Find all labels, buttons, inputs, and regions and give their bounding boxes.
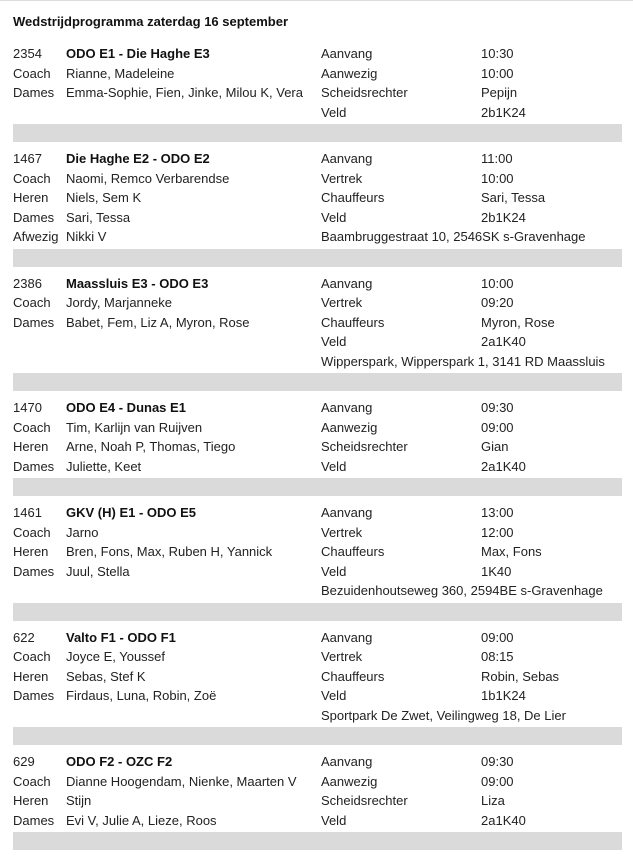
row-field-value: 2a1K40	[481, 812, 526, 828]
row-value: Sari, Tessa	[66, 209, 131, 225]
row-value: Dianne Hoogendam, Nienke, Maarten V	[66, 773, 297, 789]
page-title: Wedstrijdprogramma zaterdag 16 september	[13, 14, 289, 29]
match-detail-row	[0, 227, 633, 247]
row-field-value: 09:30	[481, 400, 514, 415]
row-field-label: Veld	[321, 563, 347, 579]
match-detail-row	[0, 313, 633, 333]
match-detail-row	[0, 332, 633, 352]
row-label: Afwezig	[13, 229, 59, 244]
row-field-label: Aanvang	[321, 754, 373, 769]
row-value: Juul, Stella	[66, 563, 130, 579]
row-field-label: Aanvang	[321, 151, 373, 166]
match-number: 629	[13, 754, 35, 769]
match-header-row	[0, 274, 633, 294]
row-field-label: Wipperspark, Wipperspark 1, 3141 RD Maassluis	[321, 353, 605, 369]
match-detail-row	[0, 647, 633, 667]
row-field-label: Vertrek	[321, 295, 363, 310]
row-field-value: Robin, Sebas	[481, 668, 560, 684]
match-gap	[0, 142, 633, 149]
row-value: Rianne, Madeleine	[66, 65, 175, 81]
row-field-value: 12:00	[481, 524, 514, 540]
row-label: Coach	[13, 649, 51, 664]
match-separator	[13, 727, 622, 745]
row-value: Jarno	[66, 524, 99, 540]
match-block	[0, 503, 633, 628]
row-field-value: 08:15	[481, 649, 514, 664]
top-divider	[0, 0, 633, 1]
match-gap	[0, 850, 633, 857]
match-detail-row	[0, 418, 633, 438]
match-teams: Maassluis E3 - ODO E3	[66, 275, 209, 291]
row-field-label: Vertrek	[321, 649, 363, 664]
row-field-value: 1b1K24	[481, 688, 526, 703]
match-block	[0, 274, 633, 399]
row-label: Heren	[13, 544, 49, 559]
match-teams: Valto F1 - ODO F1	[66, 629, 176, 645]
row-value: Juliette, Keet	[66, 458, 142, 474]
row-value: Tim, Karlijn van Ruijven	[66, 419, 203, 435]
row-value: Jordy, Marjanneke	[66, 295, 172, 310]
match-header-row	[0, 503, 633, 523]
row-field-value: 10:00	[481, 275, 514, 291]
row-field-label: Vertrek	[321, 524, 363, 540]
row-value: Evi V, Julie A, Lieze, Roos	[66, 812, 217, 828]
row-field-label: Chauffeurs	[321, 314, 385, 330]
row-field-label: Aanvang	[321, 505, 373, 520]
row-label: Dames	[13, 314, 55, 330]
row-field-label: Veld	[321, 458, 347, 474]
row-field-value: 09:00	[481, 629, 514, 645]
match-separator	[13, 478, 622, 496]
match-number: 2386	[13, 275, 42, 291]
row-field-label: Aanwezig	[321, 65, 378, 81]
match-gap	[0, 621, 633, 628]
row-field-label: Chauffeurs	[321, 668, 385, 684]
row-label: Coach	[13, 170, 51, 186]
row-field-label: Bezuidenhoutseweg 360, 2594BE s-Gravenhage	[321, 583, 603, 598]
match-teams: GKV (H) E1 - ODO E5	[66, 505, 197, 520]
row-label: Heren	[13, 668, 49, 684]
row-field-label: Aanvang	[321, 46, 373, 61]
match-detail-row	[0, 706, 633, 726]
row-field-value: Sari, Tessa	[481, 190, 546, 205]
row-field-label: Veld	[321, 812, 347, 828]
match-block	[0, 44, 633, 149]
row-value: Arne, Noah P, Thomas, Tiego	[66, 439, 236, 454]
row-field-value: 11:00	[481, 151, 513, 166]
row-value: Nikki V	[66, 229, 107, 244]
row-field-label: Scheidsrechter	[321, 439, 408, 454]
row-value: Bren, Fons, Max, Ruben H, Yannick	[66, 544, 273, 559]
match-number: 1470	[13, 400, 42, 415]
match-detail-row	[0, 64, 633, 84]
row-field-value: 10:30	[481, 46, 514, 61]
match-detail-row	[0, 811, 633, 831]
match-detail-row	[0, 791, 633, 811]
row-field-label: Aanvang	[321, 275, 373, 291]
row-label: Coach	[13, 524, 51, 540]
row-label: Dames	[13, 563, 55, 579]
match-gap	[0, 267, 633, 274]
row-field-value: Gian	[481, 439, 509, 454]
row-label: Coach	[13, 419, 51, 435]
row-label: Coach	[13, 65, 51, 81]
row-label: Dames	[13, 85, 55, 100]
row-label: Dames	[13, 812, 55, 828]
row-label: Heren	[13, 793, 49, 808]
row-field-label: Chauffeurs	[321, 544, 385, 559]
match-block	[0, 628, 633, 753]
row-field-label: Aanvang	[321, 629, 373, 645]
row-field-value: Max, Fons	[481, 544, 542, 559]
match-header-row	[0, 44, 633, 64]
match-separator	[13, 832, 622, 850]
match-block	[0, 398, 633, 503]
match-detail-row	[0, 523, 633, 543]
row-field-value: 2b1K24	[481, 209, 526, 225]
row-field-value: 10:00	[481, 170, 514, 186]
row-field-value: Myron, Rose	[481, 314, 555, 330]
match-detail-row	[0, 208, 633, 228]
row-field-value: 09:20	[481, 295, 514, 310]
match-teams: ODO F2 - OZC F2	[66, 754, 173, 769]
match-teams: ODO E4 - Dunas E1	[66, 400, 186, 415]
match-separator	[13, 373, 622, 391]
row-field-label: Aanwezig	[321, 773, 378, 789]
match-detail-row	[0, 581, 633, 601]
row-field-label: Veld	[321, 688, 347, 703]
match-list	[0, 44, 633, 857]
row-value: Firdaus, Luna, Robin, Zoë	[66, 688, 217, 703]
match-block	[0, 149, 633, 274]
row-label: Coach	[13, 295, 51, 310]
row-value: Babet, Fem, Liz A, Myron, Rose	[66, 314, 250, 330]
row-value: Stijn	[66, 793, 92, 808]
match-separator	[13, 249, 622, 267]
match-header-row	[0, 398, 633, 418]
row-field-label: Chauffeurs	[321, 190, 385, 205]
row-field-value: Liza	[481, 793, 505, 808]
row-field-value: 13:00	[481, 505, 514, 520]
row-field-label: Aanvang	[321, 400, 373, 415]
match-header-row	[0, 752, 633, 772]
row-label: Dames	[13, 458, 55, 474]
match-detail-row	[0, 437, 633, 457]
match-gap	[0, 496, 633, 503]
row-label: Heren	[13, 190, 49, 205]
match-detail-row	[0, 686, 633, 706]
match-detail-row	[0, 352, 633, 372]
match-gap	[0, 745, 633, 752]
match-detail-row	[0, 169, 633, 189]
match-number: 1461	[13, 505, 42, 520]
row-label: Dames	[13, 209, 55, 225]
match-number: 2354	[13, 46, 42, 61]
row-label: Coach	[13, 773, 51, 789]
row-value: Emma-Sophie, Fien, Jinke, Milou K, Vera	[66, 85, 303, 100]
row-field-label: Vertrek	[321, 170, 363, 186]
row-label: Heren	[13, 439, 49, 454]
row-field-label: Veld	[321, 209, 347, 225]
match-detail-row	[0, 562, 633, 582]
row-field-value: 1K40	[481, 563, 512, 579]
match-teams: ODO E1 - Die Haghe E3	[66, 46, 210, 61]
row-field-value: 10:00	[481, 65, 514, 81]
row-field-value: 2a1K40	[481, 458, 526, 474]
row-field-label: Scheidsrechter	[321, 793, 408, 808]
row-field-value: 09:30	[481, 754, 514, 769]
row-field-value: 2b1K24	[481, 104, 526, 120]
row-label: Dames	[13, 688, 55, 703]
match-number: 622	[13, 629, 35, 645]
match-detail-row	[0, 83, 633, 103]
match-teams: Die Haghe E2 - ODO E2	[66, 151, 210, 166]
match-block	[0, 752, 633, 857]
row-field-label: Scheidsrechter	[321, 85, 408, 100]
row-field-value: 09:00	[481, 773, 514, 789]
match-detail-row	[0, 542, 633, 562]
match-gap	[0, 391, 633, 398]
match-detail-row	[0, 103, 633, 123]
match-header-row	[0, 628, 633, 648]
match-detail-row	[0, 772, 633, 792]
row-field-label: Veld	[321, 334, 347, 349]
match-separator	[13, 603, 622, 621]
match-separator	[13, 124, 622, 142]
row-field-value: Pepijn	[481, 85, 518, 100]
row-field-value: 2a1K40	[481, 334, 526, 349]
row-value: Joyce E, Youssef	[66, 649, 166, 664]
row-field-label: Veld	[321, 104, 347, 120]
row-field-value: 09:00	[481, 419, 514, 435]
row-value: Sebas, Stef K	[66, 668, 146, 684]
match-detail-row	[0, 667, 633, 687]
row-value: Naomi, Remco Verbarendse	[66, 170, 230, 186]
match-detail-row	[0, 188, 633, 208]
match-detail-row	[0, 457, 633, 477]
match-header-row	[0, 149, 633, 169]
match-number: 1467	[13, 151, 42, 166]
row-field-label: Baambruggestraat 10, 2546SK s-Gravenhage	[321, 229, 586, 244]
row-field-label: Sportpark De Zwet, Veilingweg 18, De Lier	[321, 707, 566, 723]
match-detail-row	[0, 293, 633, 313]
row-field-label: Aanwezig	[321, 419, 378, 435]
row-value: Niels, Sem K	[66, 190, 142, 205]
